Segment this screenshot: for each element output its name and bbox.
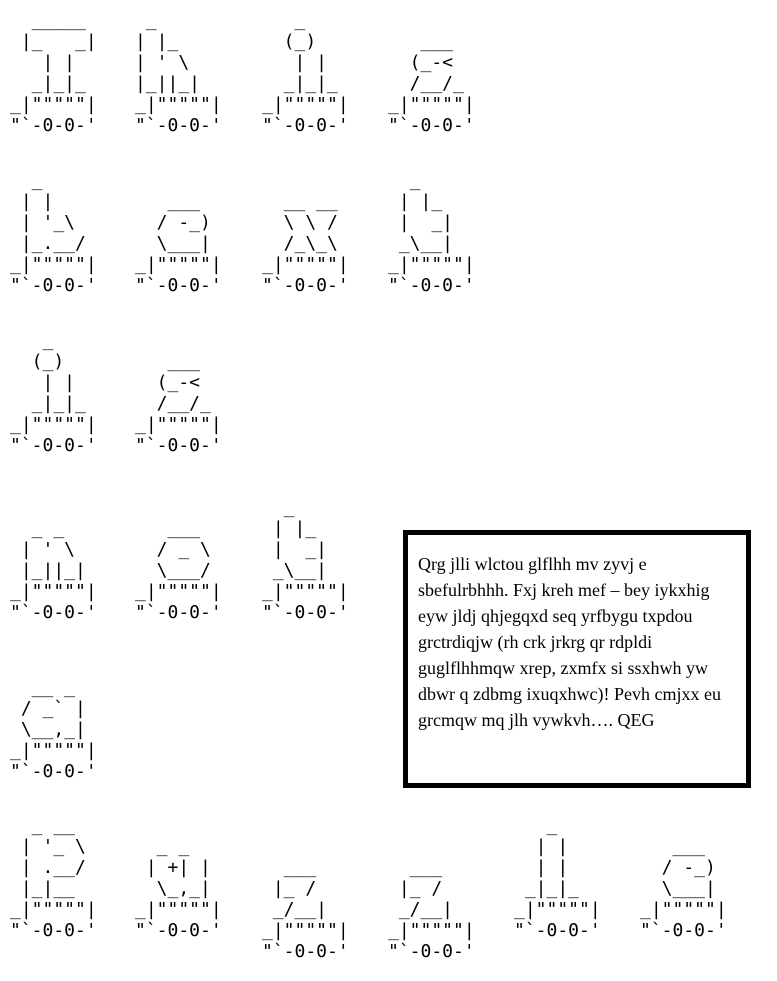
ascii-letter-i: _ (_) | | _|_|_ _|"""""| "`-0-0-' [262,10,349,136]
ascii-letter-h: _ | |_ | ' \ |_||_| _|"""""| "`-0-0-' [135,10,222,136]
ascii-letter-T: _____ |_ _| | | _|_|_ _|"""""| "`-0-0-' [10,10,97,136]
ascii-letter-t: _ | |_ | _| _\__| _|"""""| "`-0-0-' [262,497,349,623]
ascii-letter-b: _ | | | '_\ |_.__/ _|"""""| "`-0-0-' [10,170,97,296]
ascii-letter-z: ___ |_ / _/__| _|"""""| "`-0-0-' [388,857,475,962]
ascii-letter-e: ___ / -_) \___| _|"""""| "`-0-0-' [135,191,222,296]
ascii-letter-p: _ __ | '_ \ | .__/ |_|__ _|"""""| "`-0-0-' [10,815,97,941]
ascii-letter-o: ___ / _ \ \___/ _|"""""| "`-0-0-' [135,518,222,623]
ascii-letter-l: _ | | | | _|_|_ _|"""""| "`-0-0-' [514,815,601,941]
ascii-letter-x: __ __ \ \ / /_\_\ _|"""""| "`-0-0-' [262,191,349,296]
ascii-letter-a: __ _ / _` | \__,_| _|"""""| "`-0-0-' [10,677,97,782]
ascii-letter-s: ___ (_-< /__/_ _|"""""| "`-0-0-' [135,351,222,456]
ascii-letter-i: _ (_) | | _|_|_ _|"""""| "`-0-0-' [10,330,97,456]
ascii-letter-s: ___ (_-< /__/_ _|"""""| "`-0-0-' [388,31,475,136]
puzzle-text-box [403,530,751,788]
ascii-letter-e: ___ / -_) \___| _|"""""| "`-0-0-' [640,836,727,941]
puzzle-cipher-text: Qrg jlli wlctou glflhh mv zyvj e sbefulrbhhh. Fxj kreh mef – bey iykxhig eyw jldj qhjegqxd seq yrfbygu txpdou grctrdiqjw (rh crk jrkrg qr rdpldi guglflhhmqw xrep, zxmfx si ssxhwh yw dbwr q zdbmg ixuqxhwc)! Pevh cmjxx eu grcmqw mq jlh vywkvh…. QEG [418,554,721,730]
ascii-letter-z: ___ |_ / _/__| _|"""""| "`-0-0-' [262,857,349,962]
ascii-letter-t: _ | |_ | _| _\__| _|"""""| "`-0-0-' [388,170,475,296]
ascii-letter-n: _ _ | ' \ |_||_| _|"""""| "`-0-0-' [10,518,97,623]
ascii-letter-u: _ _ | +| | \_,_| _|"""""| "`-0-0-' [135,836,222,941]
